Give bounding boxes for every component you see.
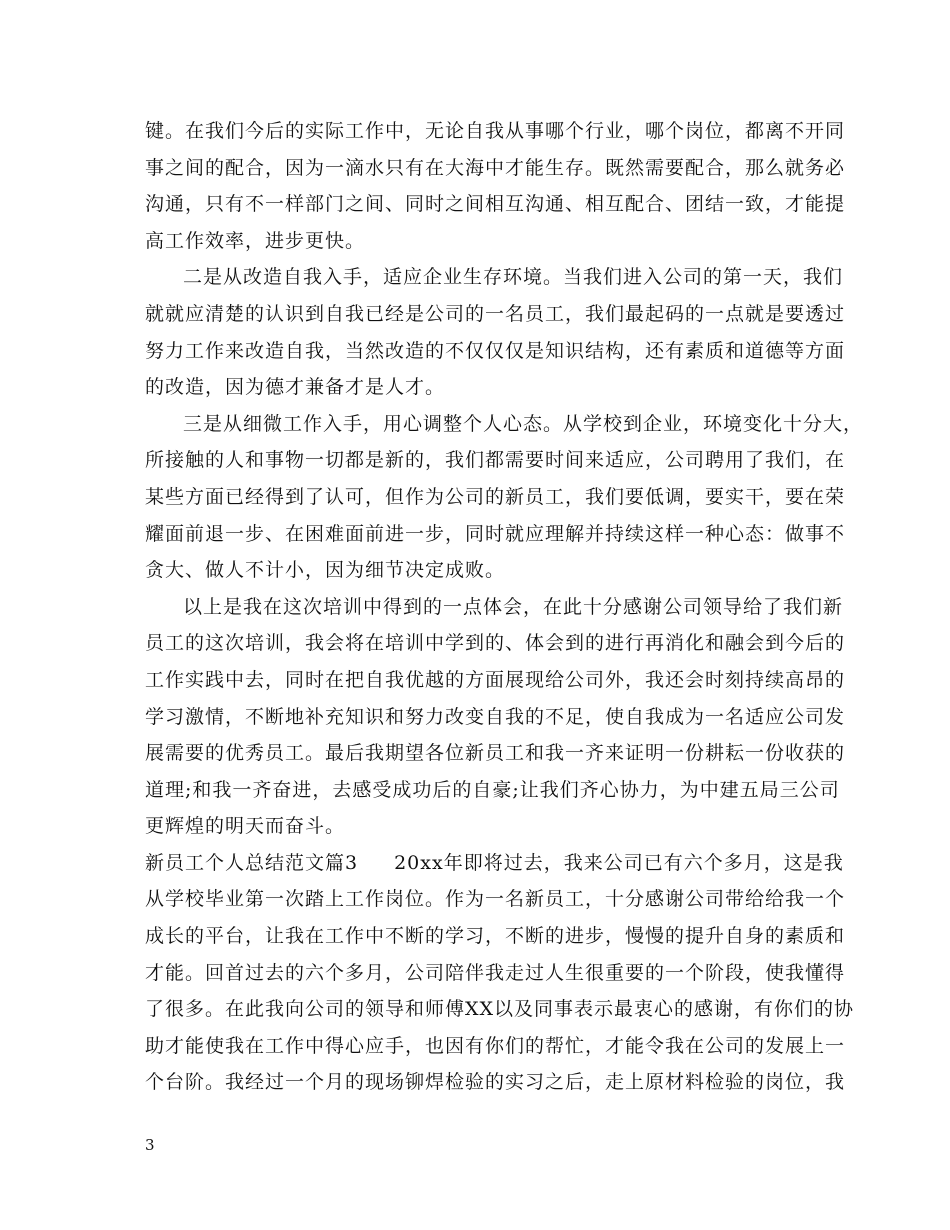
paragraph-3 <box>145 406 864 589</box>
paragraph-4 <box>145 589 846 845</box>
text-line: 道理;和我一齐奋进，去感受成功后的自豪;让我们齐心协力，为中建五局三公司 <box>145 778 840 801</box>
section-article-3 <box>145 845 855 1101</box>
section-first-line-text: 20xx年即将过去，我来公司已有六个多月，这是我 <box>394 851 844 874</box>
text-line: 三是从细微工作入手，用心调整个人心态。从学校到企业，环境变化十分大， <box>183 412 864 435</box>
text-line: 助才能使我在工作中得心应手，也因有你们的帮忙，才能令我在公司的发展上一 <box>145 1034 846 1057</box>
text-line: 二是从改造自我入手，适应企业生存环境。当我们进入公司的第一天，我们 <box>183 266 844 289</box>
section-heading: 新员工个人总结范文篇3 <box>145 851 359 874</box>
text-line: 从学校毕业第一次踏上工作岗位。作为一名新员工，十分感谢公司带给给我一个 <box>145 888 846 911</box>
text-line: 所接触的人和事物一切都是新的，我们都需要时间来适应，公司聘用了我们，在 <box>145 449 846 472</box>
text-line: 的改造，因为德才兼备才是人才。 <box>145 376 446 399</box>
text-line: 个台阶。我经过一个月的现场铆焊检验的实习之后，走上原材料检验的岗位，我 <box>145 1071 846 1094</box>
text-line: 才能。回首过去的六个多月，公司陪伴我走过人生很重要的一个阶段，使我懂得 <box>145 961 846 984</box>
text-line: 成长的平台，让我在工作中不断的学习，不断的进步，慢慢的提升自身的素质和 <box>145 925 846 948</box>
text-line: 更辉煌的明天而奋斗。 <box>145 815 346 838</box>
page-number: 3 <box>145 1136 155 1154</box>
text-line: 沟通，只有不一样部门之间、同时之间相互沟通、相互配合、团结一致，才能提 <box>145 193 846 216</box>
text-line: 努力工作来改造自我，当然改造的不仅仅仅是知识结构，还有素质和道德等方面 <box>145 339 846 362</box>
text-line: 高工作效率，进步更快。 <box>145 229 366 252</box>
text-line: 耀面前退一步、在困难面前进一步，同时就应理解并持续这样一种心态：做事不 <box>145 522 846 545</box>
text-line: 了很多。在此我向公司的领导和师傅XX以及同事表示最衷心的感谢，有你们的协 <box>145 998 855 1021</box>
paragraph-2 <box>145 259 846 405</box>
text-line: 学习激情，不断地补充知识和努力改变自我的不足，使自我成为一名适应公司发 <box>145 705 846 728</box>
text-line: 键。在我们今后的实际工作中，无论自我从事哪个行业，哪个岗位，都离不开同 <box>145 120 846 142</box>
document-body <box>145 113 864 1101</box>
text-line: 事之间的配合，因为一滴水只有在大海中才能生存。既然需要配合，那么就务必 <box>145 156 846 179</box>
text-line: 就就应清楚的认识到自我已经是公司的一名员工，我们最起码的一点就是要透过 <box>145 302 846 325</box>
text-line: 某些方面已经得到了认可，但作为公司的新员工，我们要低调，要实干，要在荣 <box>145 485 846 508</box>
text-line: 员工的这次培训，我会将在培训中学到的、体会到的进行再消化和融会到今后的 <box>145 632 846 655</box>
text-line: 以上是我在这次培训中得到的一点体会，在此十分感谢公司领导给了我们新 <box>183 595 844 618</box>
text-line: 展需要的优秀员工。最后我期望各位新员工和我一齐来证明一份耕耘一份收获的 <box>145 742 846 765</box>
text-line: 工作实践中去，同时在把自我优越的方面展现给公司外，我还会时刻持续高昂的 <box>145 668 846 691</box>
text-line: 贪大、做人不计小，因为细节决定成败。 <box>145 559 506 582</box>
paragraph-1 <box>145 113 846 259</box>
section-first-line <box>145 845 844 882</box>
